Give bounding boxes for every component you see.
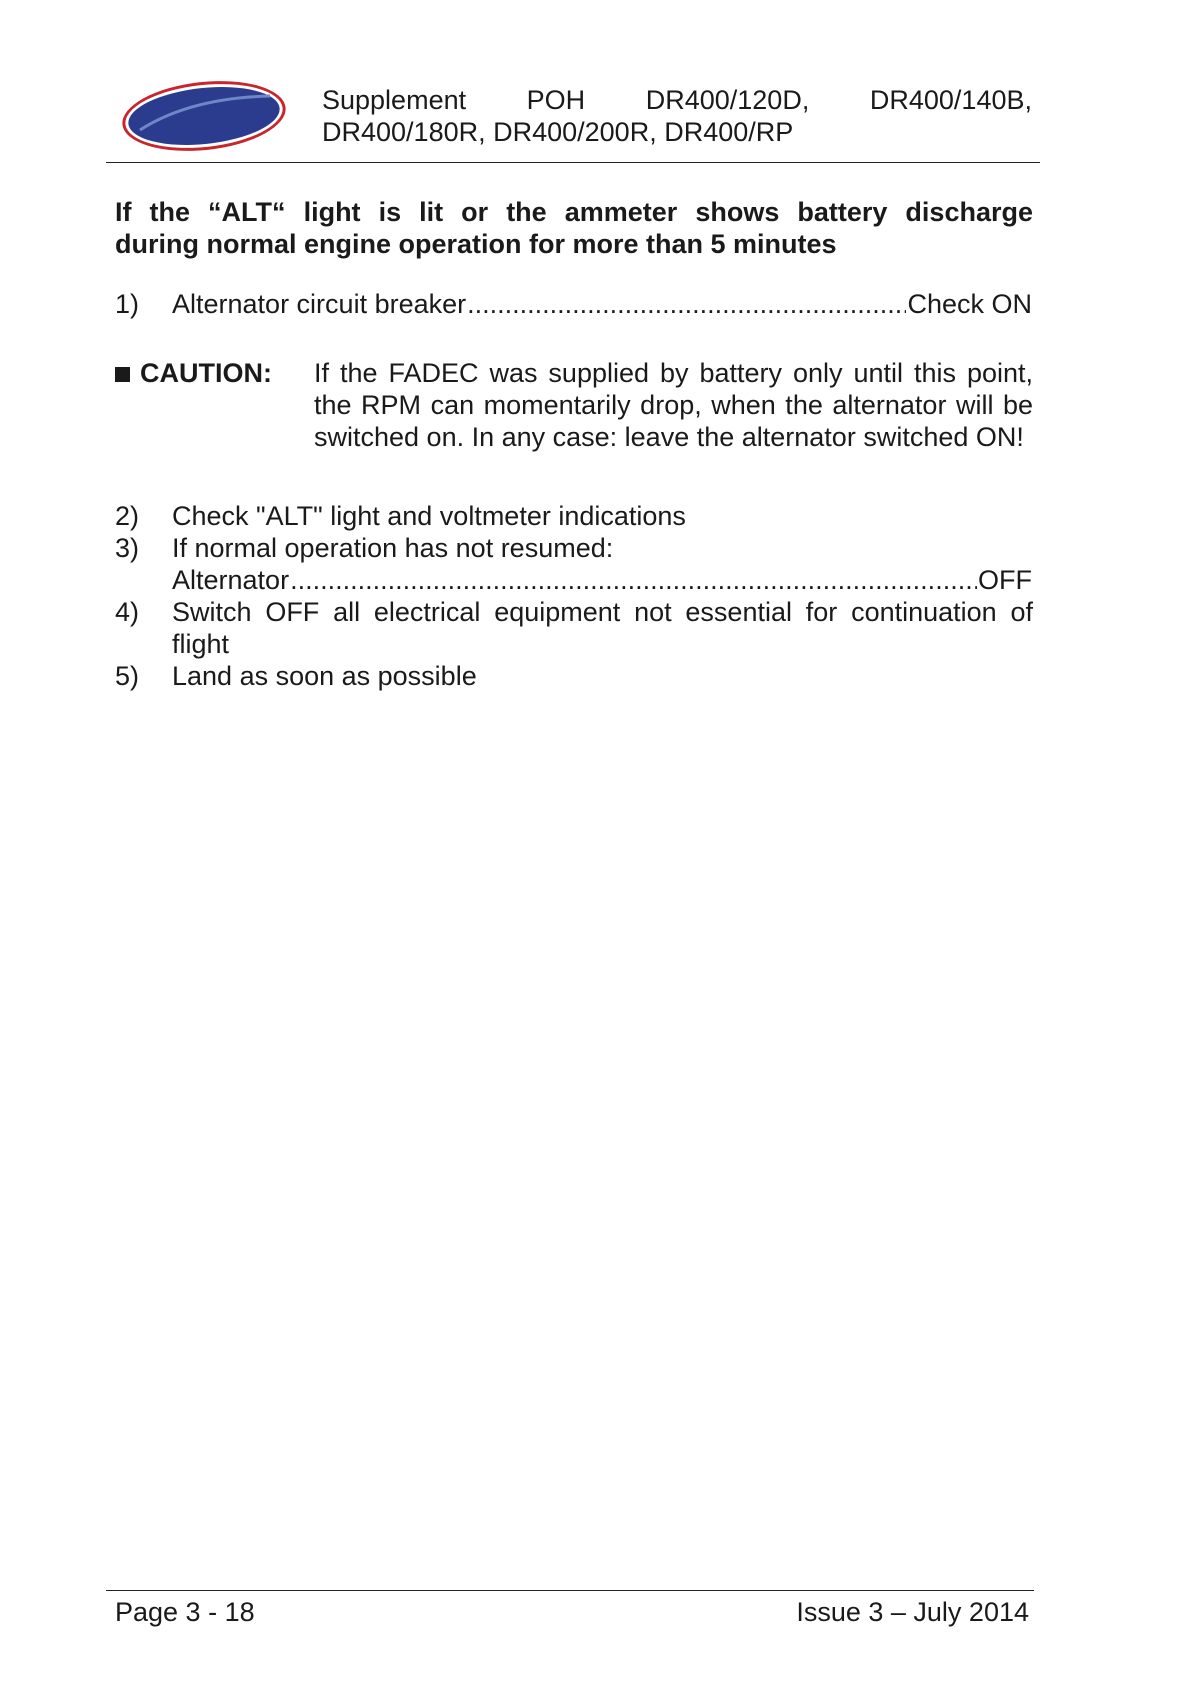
step-number: 3) xyxy=(115,533,140,563)
section-heading-line-1: If the “ALT“ light is lit or the ammeter shows battery discharge xyxy=(115,197,1033,227)
step-text: Land as soon as possible xyxy=(172,661,477,691)
step-number: 5) xyxy=(115,661,140,691)
footer-divider xyxy=(106,1590,1034,1591)
checklist-line xyxy=(172,288,1032,320)
step-text: If normal operation has not resumed: xyxy=(172,533,614,563)
step-number: 4) xyxy=(115,597,140,627)
dot-leader xyxy=(467,288,906,320)
checklist-item: Alternator circuit breaker xyxy=(172,289,467,319)
caution-label xyxy=(115,357,314,453)
checklist-action: Check ON xyxy=(907,289,1032,319)
step-number: 1) xyxy=(115,289,140,319)
issue-date: Issue 3 – July 2014 xyxy=(796,1597,1029,1627)
list-item xyxy=(115,532,1033,596)
caution-note xyxy=(115,357,1033,453)
header-word: POH xyxy=(526,85,586,115)
header-line-2: DR400/180R, DR400/200R, DR400/RP xyxy=(322,117,794,147)
header-title xyxy=(322,84,1032,148)
list-item xyxy=(115,288,1033,320)
header-divider xyxy=(106,162,1040,163)
step-text-line-1: Switch OFF all electrical equipment not essential for continuation of xyxy=(172,597,1033,627)
header-word: DR400/140B, xyxy=(869,85,1032,115)
section-heading xyxy=(115,196,1033,260)
header-word: DR400/120D, xyxy=(645,85,810,115)
step-number: 2) xyxy=(115,501,140,531)
list-item xyxy=(115,596,1033,660)
list-item xyxy=(115,660,1033,692)
page-footer xyxy=(115,1596,1029,1628)
step-text: Check "ALT" light and voltmeter indications xyxy=(172,501,686,531)
page-number: Page 3 - 18 xyxy=(115,1597,255,1627)
square-bullet-icon xyxy=(115,367,130,382)
header-word: Supplement xyxy=(322,85,467,115)
checklist-action: OFF xyxy=(978,565,1032,595)
ceapr-logo xyxy=(120,78,288,154)
list-item xyxy=(115,500,1033,532)
checklist-item: Alternator xyxy=(172,565,290,595)
caution-text: If the FADEC was supplied by battery only until this point, the RPM can momentarily drop, when the alternator will be switched on. In any case: leave the alternator switched ON! xyxy=(314,358,1033,452)
header-line-1 xyxy=(322,84,1032,116)
dot-leader xyxy=(290,564,977,596)
checklist-line xyxy=(172,564,1032,596)
step-text-line-2: flight xyxy=(172,629,230,659)
caution-label-text: CAUTION: xyxy=(140,358,272,388)
section-heading-line-2: during normal engine operation for more than 5 minutes xyxy=(115,229,837,259)
